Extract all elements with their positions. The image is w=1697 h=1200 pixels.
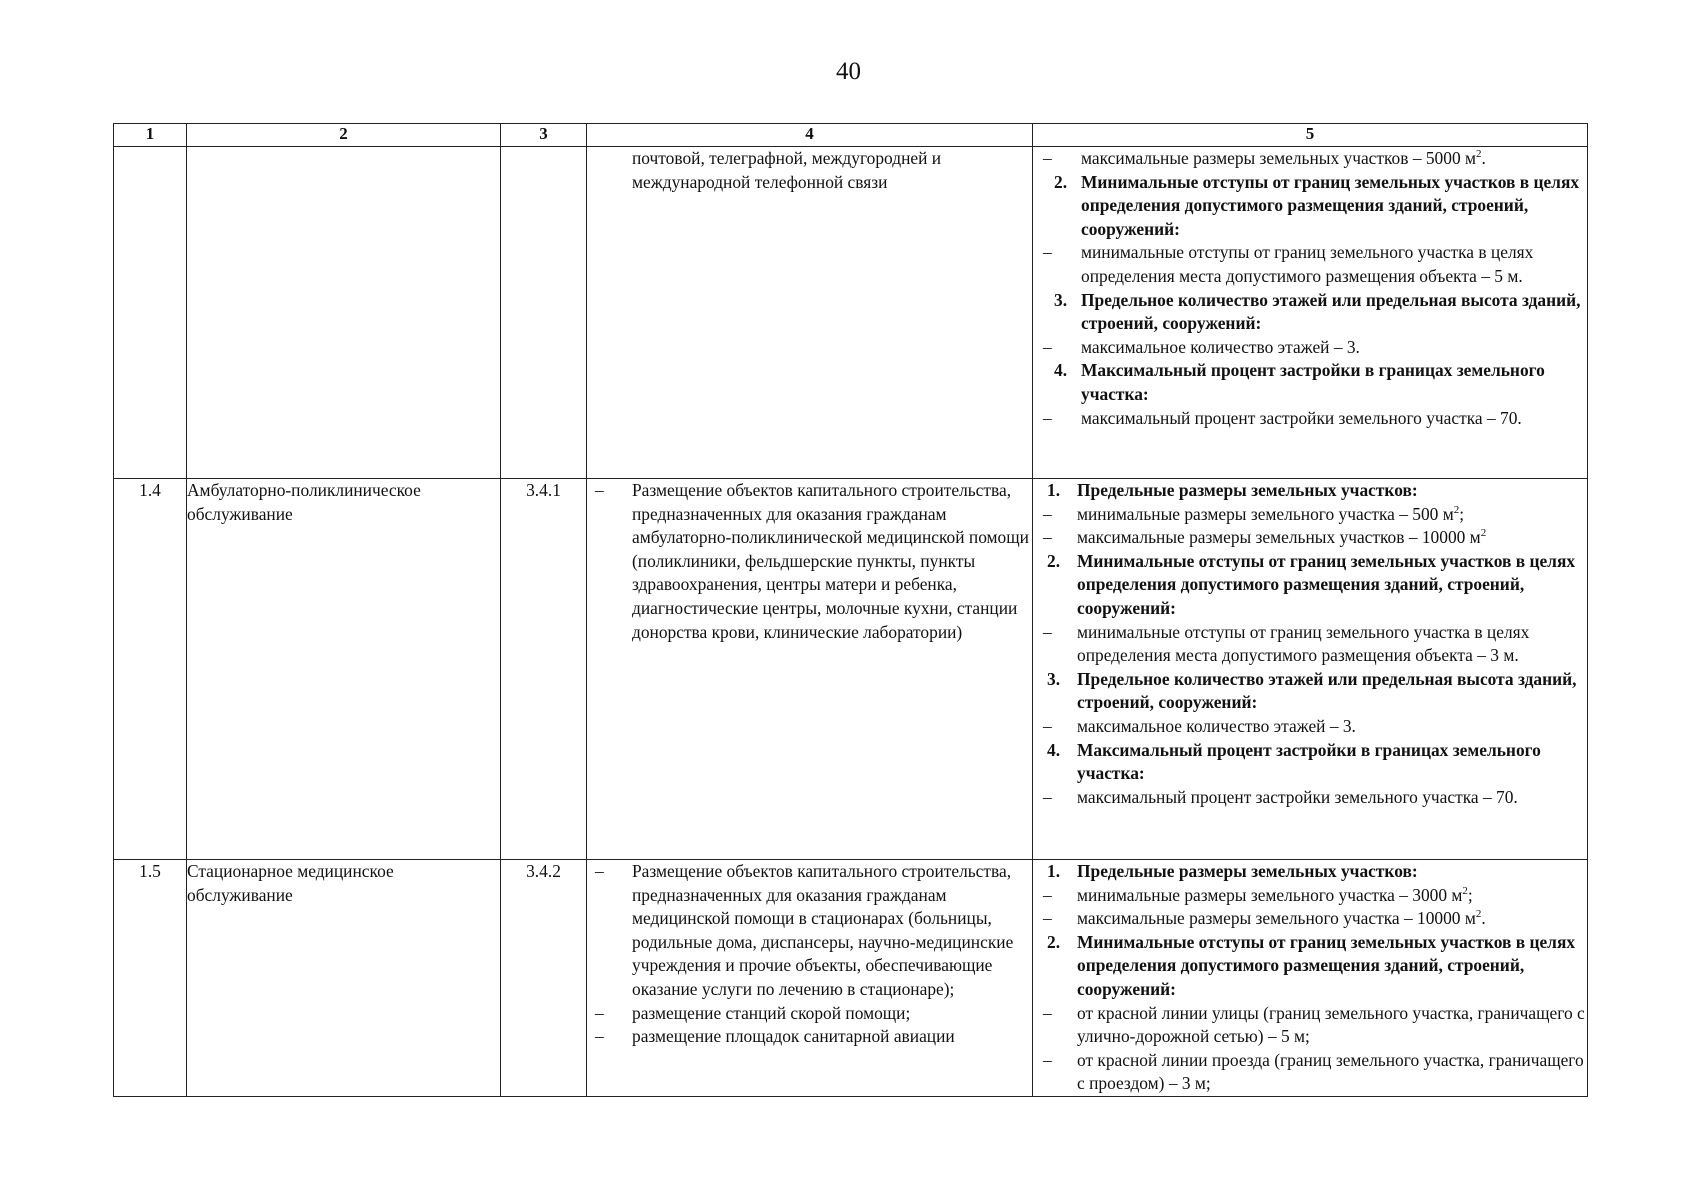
parameter-text-wrap	[1077, 1049, 1587, 1096]
parameter-text-wrap	[1077, 668, 1587, 715]
parameter-text: максимальный процент застройки земельного участка – 70.	[1081, 407, 1522, 428]
parameter-text: максимальные размеры земельных участков – 5000 м	[1081, 148, 1476, 168]
parameter-text-wrap	[1077, 503, 1587, 527]
parameter-text-wrap	[1077, 479, 1587, 503]
dash-marker: –	[1043, 908, 1052, 929]
table-row	[114, 147, 1588, 479]
parameter-item	[1033, 407, 1587, 431]
parameter-heading	[1033, 289, 1587, 336]
description-text: Размещение объектов капитального строительства, предназначенных для оказания гражданам медицинской помощи в стационарах (больницы, родильные дома, диспансеры, научно-медицинские учреждения и прочие объекты, обеспечивающие оказание услуги по лечению в стационаре);	[632, 861, 1014, 999]
list-number: 1.	[1047, 861, 1061, 881]
dash-marker: –	[1043, 715, 1052, 736]
trailing-punctuation: ;	[1459, 503, 1465, 524]
parameter-text: Максимальный процент застройки в границах земельного участка:	[1077, 739, 1541, 784]
list-number: 3.	[1054, 289, 1068, 310]
parameter-text: минимальные отступы от границ земельного участка в целях определения места допустимого размещения объекта – 3 м.	[1077, 621, 1530, 666]
list-number: 3.	[1047, 668, 1061, 689]
column-header-1: 1	[114, 124, 187, 147]
parameter-text-wrap	[1081, 147, 1587, 171]
trailing-punctuation: ;	[1467, 884, 1473, 905]
parameter-item	[1033, 786, 1587, 810]
parameter-text-wrap	[1077, 739, 1587, 786]
parameter-item	[1033, 621, 1587, 668]
parameter-item	[1033, 503, 1587, 527]
description-item	[587, 147, 1032, 194]
parameter-text-wrap	[1077, 931, 1587, 1002]
dash-marker: –	[1043, 621, 1052, 642]
use-type-code	[501, 147, 587, 479]
parameter-text: Предельное количество этажей или предельная высота зданий, строений, сооружений:	[1077, 668, 1577, 713]
parameter-text: Предельные размеры земельных участков:	[1077, 480, 1418, 500]
parameter-item	[1033, 241, 1587, 288]
parameter-heading	[1033, 860, 1587, 884]
row-number	[114, 147, 187, 479]
parameter-text-wrap	[1077, 526, 1587, 550]
dash-marker: –	[1043, 1049, 1052, 1070]
parameter-text-wrap	[1077, 907, 1587, 931]
parameter-heading	[1033, 479, 1587, 503]
parameter-text: Предельное количество этажей или предельная высота зданий, строений, сооружений:	[1081, 289, 1581, 334]
parameter-item	[1033, 336, 1587, 360]
list-number: 2.	[1047, 550, 1061, 571]
dash-marker: –	[595, 1026, 604, 1047]
page-number: 40	[836, 58, 861, 85]
parameter-text: Минимальные отступы от границ земельных участков в целях определения допустимого размещения зданий, строений, сооружений:	[1077, 931, 1576, 999]
parameter-item	[1033, 1002, 1587, 1049]
column-header-4: 4	[587, 124, 1033, 147]
parameters-cell	[1033, 860, 1588, 1097]
parameter-heading	[1033, 739, 1587, 786]
use-type-description	[587, 479, 1033, 860]
zoning-regulations-table	[113, 123, 1588, 1097]
parameter-heading	[1033, 668, 1587, 715]
parameter-heading	[1033, 931, 1587, 1002]
parameter-text: максимальный процент застройки земельного участка – 70.	[1077, 786, 1518, 807]
parameter-text: от красной линии проезда (границ земельного участка, граничащего с проездом) – 3 м;	[1077, 1049, 1584, 1094]
list-number: 2.	[1047, 931, 1061, 952]
parameter-item	[1033, 907, 1587, 931]
trailing-punctuation: .	[1481, 908, 1486, 929]
use-type-name	[187, 147, 501, 479]
use-type-name: Амбулаторно-поликлиническое обслуживание	[187, 479, 501, 860]
use-type-description	[587, 860, 1033, 1097]
parameter-item	[1033, 715, 1587, 739]
parameter-text: минимальные отступы от границ земельного участка в целях определения места допустимого размещения объекта – 5 м.	[1081, 242, 1534, 286]
column-header-5: 5	[1033, 124, 1588, 147]
parameter-item	[1033, 147, 1587, 171]
trailing-punctuation: .	[1481, 148, 1486, 168]
dash-marker: –	[1043, 148, 1052, 168]
dash-marker: –	[595, 480, 604, 500]
dash-marker: –	[1043, 1002, 1052, 1023]
row-number: 1.4	[114, 479, 187, 860]
list-number: 2.	[1054, 171, 1068, 192]
description-item	[587, 479, 1032, 644]
description-item	[587, 1025, 1032, 1049]
dash-marker: –	[1043, 527, 1052, 548]
unit-exponent: 2	[1462, 884, 1468, 897]
parameter-text: максимальное количество этажей – 3.	[1081, 336, 1360, 357]
parameters-cell	[1033, 479, 1588, 860]
description-item	[587, 1002, 1032, 1026]
parameter-text: минимальные размеры земельного участка – 500 м	[1077, 503, 1454, 524]
unit-exponent: 2	[1480, 527, 1487, 540]
parameter-text: Максимальный процент застройки в границах земельного участка:	[1081, 360, 1545, 404]
use-type-code: 3.4.1	[501, 479, 587, 860]
dash-marker: –	[595, 861, 604, 881]
parameter-text-wrap	[1081, 289, 1587, 336]
parameter-text: максимальные размеры земельных участков – 10000 м	[1077, 527, 1481, 548]
parameter-text: Минимальные отступы от границ земельных участков в целях определения допустимого размещения зданий, строений, сооружений:	[1081, 171, 1580, 239]
table-row	[114, 479, 1588, 860]
column-header-2: 2	[187, 124, 501, 147]
parameter-text-wrap	[1077, 621, 1587, 668]
parameter-heading	[1033, 171, 1587, 242]
dash-marker: –	[1043, 407, 1052, 428]
row-number: 1.5	[114, 860, 187, 1097]
dash-marker: –	[595, 1002, 604, 1023]
parameter-text-wrap	[1081, 407, 1587, 431]
table-row	[114, 860, 1588, 1097]
dash-marker: –	[1043, 786, 1052, 807]
parameter-text-wrap	[1081, 241, 1587, 288]
parameter-heading	[1033, 359, 1587, 406]
parameter-text-wrap	[1077, 715, 1587, 739]
parameter-text-wrap	[1081, 336, 1587, 360]
parameter-text-wrap	[1077, 1002, 1587, 1049]
parameter-text-wrap	[1077, 884, 1587, 908]
parameter-text-wrap	[1077, 786, 1587, 810]
list-number: 1.	[1047, 480, 1061, 500]
parameter-text-wrap	[1077, 860, 1587, 884]
parameters-cell	[1033, 147, 1588, 479]
parameter-text-wrap	[1081, 359, 1587, 406]
dash-marker: –	[1043, 503, 1052, 524]
parameter-text-wrap	[1081, 171, 1587, 242]
dash-marker: –	[1043, 336, 1052, 357]
description-text: почтовой, телеграфной, междугородней и международной телефонной связи	[632, 148, 942, 192]
description-text: размещение станций скорой помощи;	[632, 1002, 911, 1023]
use-type-description	[587, 147, 1033, 479]
parameter-text-wrap	[1077, 550, 1587, 621]
use-type-name: Стационарное медицинское обслуживание	[187, 860, 501, 1097]
dash-marker: –	[1043, 242, 1052, 263]
list-number: 4.	[1054, 360, 1068, 381]
table-header-row	[114, 124, 1588, 147]
parameter-item	[1033, 1049, 1587, 1096]
parameter-item	[1033, 526, 1587, 550]
description-item	[587, 860, 1032, 1002]
parameter-text: максимальные размеры земельного участка – 10000 м	[1077, 908, 1476, 929]
parameter-text: Предельные размеры земельных участков:	[1077, 861, 1418, 881]
column-header-3: 3	[501, 124, 587, 147]
parameter-item	[1033, 884, 1587, 908]
description-text: Размещение объектов капитального строительства, предназначенных для оказания гражданам амбулаторно-поликлинической медицинской помощи (поликлиники, фельдшерские пункты, пункты здравоохранения, центры матери и ребенка, диагностические центры, молочные кухни, станции донорства крови, клинические лаборатории)	[632, 480, 1029, 642]
use-type-code: 3.4.2	[501, 860, 587, 1097]
parameter-text: от красной линии улицы (границ земельного участка, граничащего с улично-дорожной сетью) – 5 м;	[1077, 1002, 1585, 1047]
list-number: 4.	[1047, 739, 1061, 760]
parameter-text: Минимальные отступы от границ земельных участков в целях определения допустимого размещения зданий, строений, сооружений:	[1077, 550, 1576, 618]
unit-exponent: 2	[1476, 148, 1482, 161]
unit-exponent: 2	[1475, 908, 1482, 921]
description-text: размещение площадок санитарной авиации	[632, 1026, 955, 1047]
parameter-text: максимальное количество этажей – 3.	[1077, 715, 1356, 736]
parameter-text: минимальные размеры земельного участка – 3000 м	[1077, 884, 1463, 905]
unit-exponent: 2	[1453, 503, 1460, 516]
parameter-heading	[1033, 550, 1587, 621]
dash-marker: –	[1043, 884, 1052, 905]
